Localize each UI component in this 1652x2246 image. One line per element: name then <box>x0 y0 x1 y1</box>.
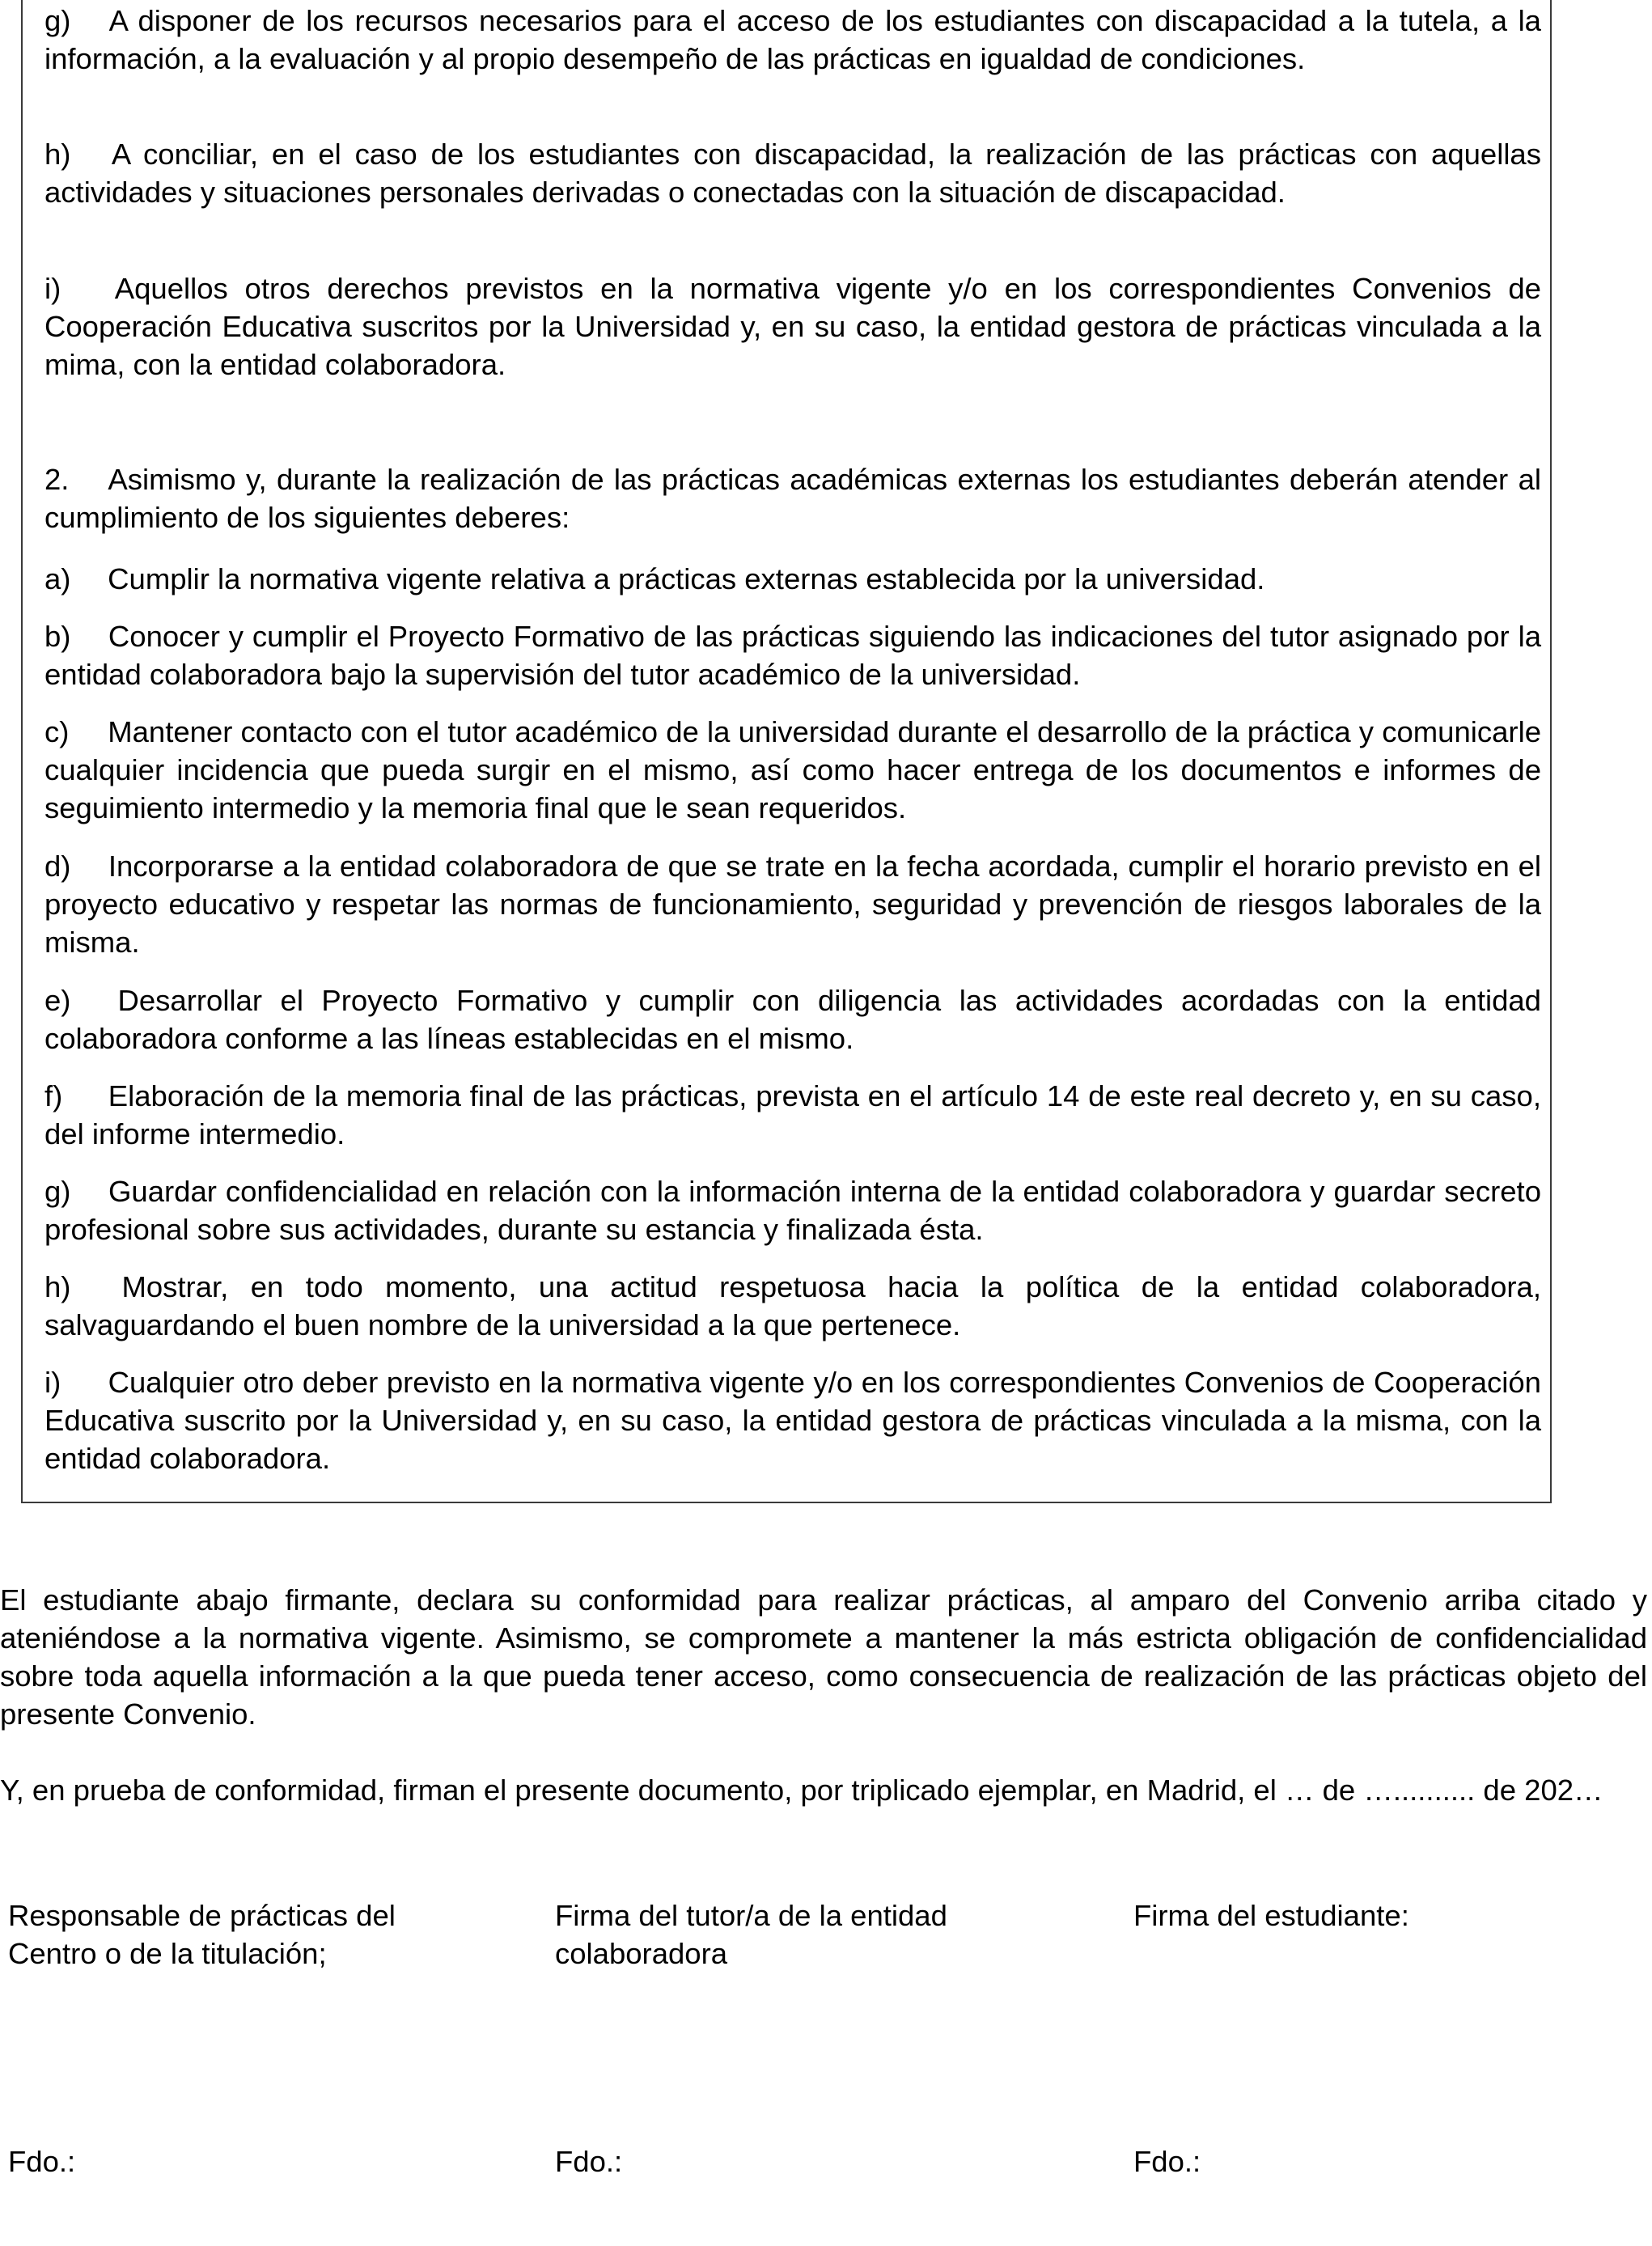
duty-item-g <box>44 1172 1541 1248</box>
item-tag: f) <box>44 1079 63 1112</box>
duty-item-c <box>44 713 1541 827</box>
duty-item-h <box>44 1268 1541 1344</box>
signature-block-responsible <box>8 1896 396 1973</box>
signature-block-student <box>1133 1896 1409 1935</box>
item-tag: g) <box>44 1175 71 1208</box>
item-text: Mostrar, en todo momento, una actitud respetuosa hacia la política de la entidad colaboradora, salvaguardando el buen nombre de la universidad a la que pertenece. <box>44 1270 1541 1341</box>
item-text: Guardar confidencialidad en relación con la información interna de la entidad colaboradora y guardar secreto profesional sobre sus actividades, durante su estancia y finalizada ésta. <box>44 1175 1541 1246</box>
right-item-h <box>44 135 1541 211</box>
item-text: Asimismo y, durante la realización de las prácticas académicas externas los estudiantes deberán atender al cumplimiento de los siguientes deberes: <box>44 463 1541 534</box>
signature-heading-line1: Responsable de prácticas del <box>8 1899 396 1932</box>
declaration-paragraph: El estudiante abajo firmante, declara su conformidad para realizar prácticas, al amparo del Convenio arriba citado y ateniéndose a la normativa vigente. Asimismo, se compromete a mantener la más estricta obligación de confidencialidad sobre toda aquella información a la que pueda tener acceso, como consecuencia de realización de las prácticas objeto del presente Convenio. <box>0 1583 1647 1731</box>
item-tag: h) <box>44 1270 71 1303</box>
item-tag: a) <box>44 562 71 595</box>
item-tag: c) <box>44 715 70 748</box>
item-tag: e) <box>44 984 71 1017</box>
item-text: Elaboración de la memoria final de las prácticas, prevista en el artículo 14 de este real decreto y, en su caso, del informe intermedio. <box>44 1079 1541 1151</box>
item-text: Conocer y cumplir el Proyecto Formativo de las prácticas siguiendo las indicaciones del tutor asignado por la entidad colaboradora bajo la supervisión del tutor académico de la universidad. <box>44 620 1541 691</box>
duty-item-e <box>44 981 1541 1057</box>
item-text: Mantener contacto con el tutor académico de la universidad durante el desarrollo de la práctica y comunicarle cualquier incidencia que pueda surgir en el mismo, así como hacer entrega de los documentos e informes de seguimiento intermedio y la memoria final que le sean requeridos. <box>44 715 1541 824</box>
item-tag: i) <box>44 272 61 305</box>
item-text: Aquellos otros derechos previstos en la normativa vigente y/o en los correspondientes Convenios de Cooperación Educativa suscritos por la Universidad y, en su caso, la entidad gestora de prácticas vinculada a la mima, con la entidad colaboradora. <box>44 272 1541 381</box>
fdo-label-student: Fdo.: <box>1133 2145 1201 2178</box>
signature-heading-line2: colaboradora <box>555 1937 728 1970</box>
duty-item-d <box>44 847 1541 961</box>
duty-item-a <box>44 560 1541 598</box>
signature-block-tutor <box>555 1896 947 1973</box>
fdo-label-responsible: Fdo.: <box>8 2145 76 2178</box>
item-text: A disponer de los recursos necesarios para el acceso de los estudiantes con discapacidad a la tutela, a la información, a la evaluación y al propio desempeño de las prácticas en igualdad de condiciones. <box>44 4 1541 75</box>
item-text: A conciliar, en el caso de los estudiantes con discapacidad, la realización de las prácticas con aquellas actividades y situaciones personales derivadas o conectadas con la situación de discapacidad. <box>44 138 1541 209</box>
item-text: Cumplir la normativa vigente relativa a prácticas externas establecida por la universidad. <box>108 562 1265 595</box>
right-item-g <box>44 2 1541 78</box>
item-tag: 2. <box>44 463 70 496</box>
duty-item-b <box>44 617 1541 693</box>
item-tag: h) <box>44 138 71 171</box>
right-item-i <box>44 269 1541 384</box>
signature-heading-line1: Firma del estudiante: <box>1133 1899 1409 1932</box>
item-tag: g) <box>44 4 71 37</box>
signature-heading-line2: Centro o de la titulación; <box>8 1937 327 1970</box>
item-tag: b) <box>44 620 71 653</box>
signature-heading-line1: Firma del tutor/a de la entidad <box>555 1899 947 1932</box>
duties-intro <box>44 460 1541 536</box>
conformity-paragraph: Y, en prueba de conformidad, firman el presente documento, por triplicado ejemplar, en Madrid, el … de ….......... de 202… <box>0 1773 1603 1807</box>
duty-item-f <box>44 1077 1541 1153</box>
fdo-label-tutor: Fdo.: <box>555 2145 623 2178</box>
item-text: Desarrollar el Proyecto Formativo y cumplir con diligencia las actividades acordadas con la entidad colaboradora conforme a las líneas establecidas en el mismo. <box>44 984 1541 1055</box>
item-tag: d) <box>44 850 71 883</box>
duty-item-i <box>44 1363 1541 1477</box>
item-text: Incorporarse a la entidad colaboradora de que se trate en la fecha acordada, cumplir el horario previsto en el proyecto educativo y respetar las normas de funcionamiento, seguridad y prevención de riesgos laborales de la misma. <box>44 850 1541 959</box>
item-tag: i) <box>44 1366 61 1399</box>
item-text: Cualquier otro deber previsto en la normativa vigente y/o en los correspondientes Convenios de Cooperación Educativa suscrito por la Universidad y, en su caso, la entidad gestora de prácticas vinculada a la misma, con la entidad colaboradora. <box>44 1366 1541 1475</box>
